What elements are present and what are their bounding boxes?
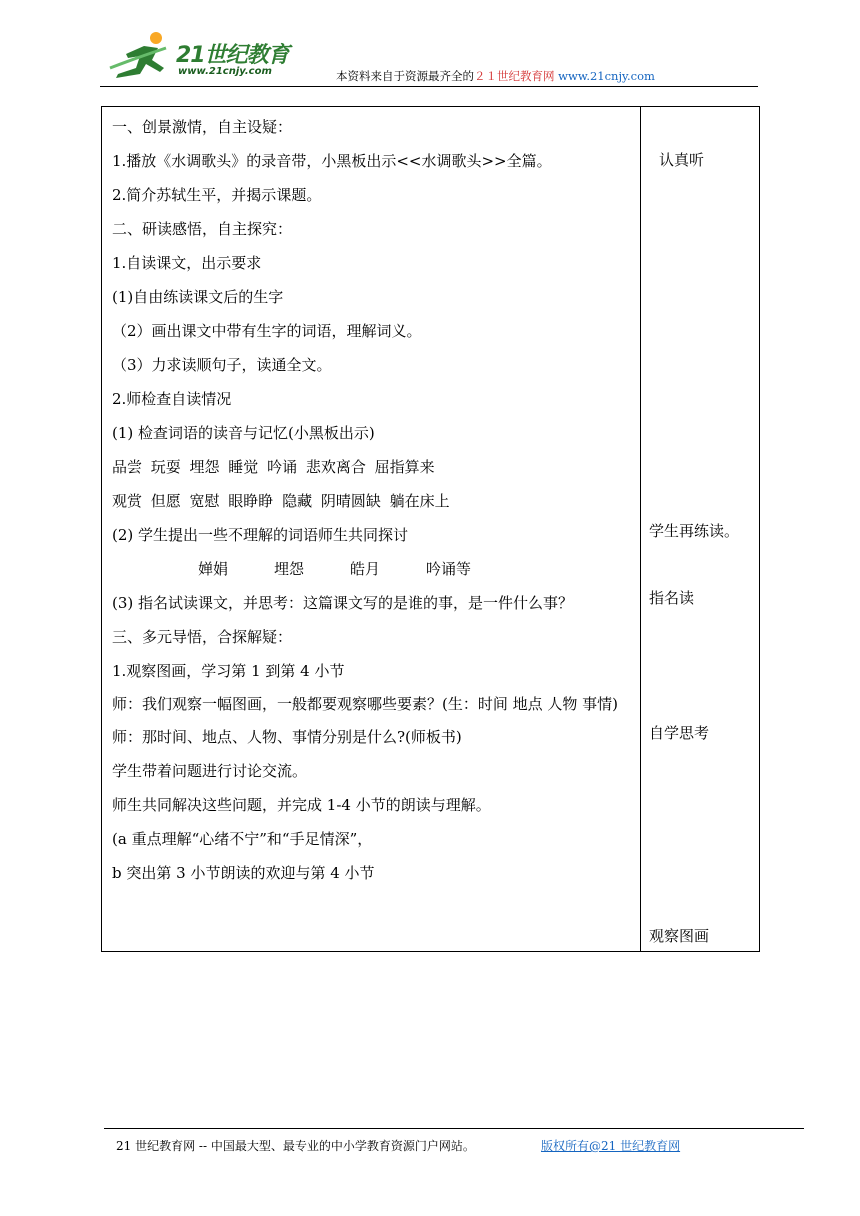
- text-line: 1.播放《水调歌头》的录音带，小黑板出示<<水调歌头>>全篇。: [112, 152, 552, 170]
- text-line: （3）力求读顺句子，读通全文。: [112, 356, 332, 374]
- side-note-observe: 观察图画: [649, 927, 710, 945]
- side-note-named-reading: 指名读: [649, 589, 695, 607]
- text-line: 一、创景激情，自主设疑：: [112, 118, 293, 136]
- side-note-listen: 认真听: [659, 151, 705, 169]
- footer-text: 21 世纪教育网 -- 中国最大型、最专业的中小学教育资源门户网站。: [116, 1139, 475, 1153]
- word: 埋怨: [274, 560, 305, 578]
- text-line: (1) 检查词语的读音与记忆(小黑板出示): [112, 424, 375, 442]
- text-line: 师：那时间、地点、人物、事情分别是什么?(师板书): [112, 728, 462, 746]
- header-url-link[interactable]: www.21cnjy.com: [558, 69, 655, 83]
- word: 婵娟: [198, 560, 229, 578]
- site-logo[interactable]: [106, 28, 306, 84]
- text-line: (3) 指名试读课文，并思考：这篇课文写的是谁的事，是一件什么事？: [112, 594, 574, 612]
- text-line: b 突出第 3 小节朗读的欢迎与第 4 小节: [112, 864, 375, 882]
- text-line: 三、多元导悟，合探解疑：: [112, 628, 293, 646]
- text-line: 学生带着问题进行讨论交流。: [112, 762, 308, 780]
- word: 吟诵等: [426, 560, 472, 578]
- side-note-practice: 学生再练读。: [649, 522, 740, 540]
- header-note: [336, 68, 655, 84]
- text-line: (a 重点理解“心绪不宁”和“手足情深”，: [112, 830, 373, 848]
- text-line: 2.师检查自读情况: [112, 390, 232, 408]
- footer-divider: [104, 1128, 804, 1129]
- word: 皓月: [350, 560, 381, 578]
- logo-url: www.21cnjy.com: [178, 66, 272, 77]
- text-line: 2.简介苏轼生平，并揭示课题。: [112, 186, 322, 204]
- discussion-words: [102, 552, 640, 586]
- vocab-line: 品尝 玩耍 埋怨 睡觉 吟诵 悲欢离合 屈指算来: [112, 458, 435, 476]
- text-line: 师：我们观察一幅图画，一般都要观察哪些要素？(生：时间 地点 人物 事情): [112, 695, 619, 713]
- page-header: [100, 28, 758, 86]
- lesson-plan-table: [101, 106, 760, 952]
- text-line: 1.观察图画，学习第 1 到第 4 小节: [112, 662, 345, 680]
- vocab-line: 观赏 但愿 宽慰 眼睁睁 隐藏 阴晴圆缺 躺在床上: [112, 492, 450, 510]
- text-line: (2) 学生提出一些不理解的词语师生共同探讨: [112, 526, 409, 544]
- side-note-self-study: 自学思考: [649, 724, 710, 742]
- header-note-prefix: 本资料来自于资源最齐全的: [336, 69, 474, 83]
- text-line: （2）画出课文中带有生字的词语，理解词义。: [112, 322, 422, 340]
- header-divider: [100, 86, 758, 87]
- runner-logo-icon: [106, 28, 176, 84]
- copyright-link[interactable]: 版权所有@21 世纪教育网: [541, 1139, 681, 1153]
- teaching-process-cell: [102, 107, 641, 952]
- text-line: 二、研读感悟，自主探究：: [112, 220, 293, 238]
- text-line: 1.自读课文，出示要求: [112, 254, 262, 272]
- logo-text: 21世纪教育: [176, 43, 289, 68]
- text-line: (1)自由练读课文后的生字: [112, 288, 284, 306]
- header-site-link[interactable]: ２１世纪教育网: [474, 69, 555, 83]
- student-activity-cell: [641, 107, 760, 952]
- text-line: 师生共同解决这些问题，并完成 1-4 小节的朗读与理解。: [112, 796, 491, 814]
